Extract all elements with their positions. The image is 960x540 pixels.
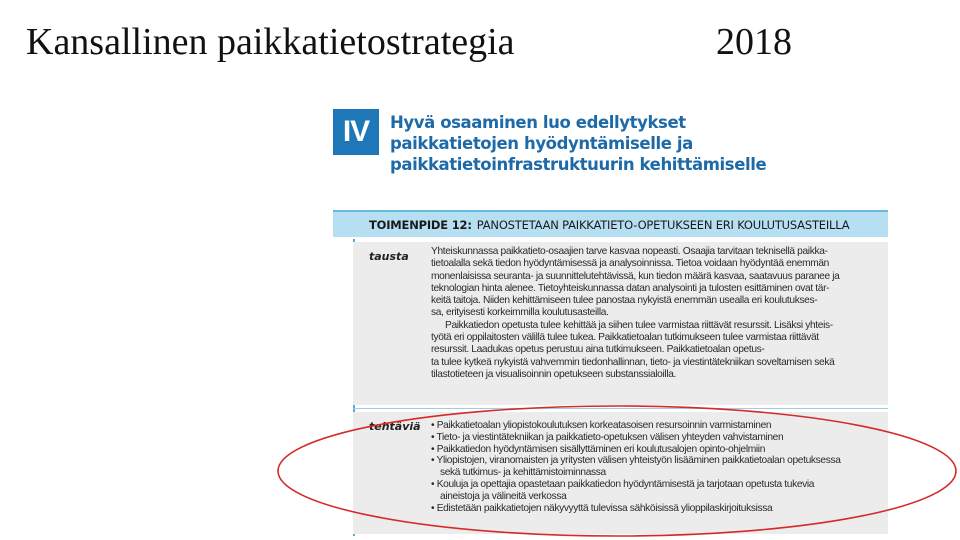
measure-number: TOIMENPIDE 12: bbox=[369, 217, 472, 232]
tausta-text bbox=[431, 246, 883, 381]
tausta-line: Paikkatiedon opetusta tulee kehittää ja siihen tulee varmistaa riittävät resurssit. Lisäksi yhteis- bbox=[445, 319, 833, 331]
tausta-line: sa, erityisesti korkeimmilla koulutusasteilla. bbox=[431, 307, 609, 319]
tausta-panel bbox=[353, 242, 888, 405]
tausta-line: monenlaisissa seuranta- ja suunnittelutehtävissä, kun tiedon määrä kasvaa, saatavuus paranee ja bbox=[431, 270, 840, 282]
section-heading bbox=[390, 112, 890, 175]
tausta-line: tietoalalla sekä tiedon hyödyntämisessä ja analysoinnissa. Tietoa voidaan hyödyntää enemmän bbox=[431, 258, 829, 270]
section-heading-line: paikkatietoinfrastruktuurin kehittämiselle bbox=[390, 155, 767, 174]
tausta-label: tausta bbox=[369, 250, 409, 263]
section-badge: IV bbox=[333, 109, 379, 155]
task-item-continuation: sekä tutkimus- ja kehittämistoiminnassa bbox=[440, 467, 606, 479]
tausta-line: työtä eri oppilaitosten välillä tulee tukea. Paikkatietoalan tutkimukseen tulee varmistaa riittävät bbox=[431, 332, 819, 344]
slide-title: Kansallinen paikkatietostrategia bbox=[26, 21, 515, 63]
tausta-line: Yhteiskunnassa paikkatieto-osaajien tarve kasvaa nopeasti. Osaajia tarvitaan teknisellä paikka- bbox=[431, 246, 828, 257]
tausta-line: tilastotieteen ja visualisoinnin opetukseen substanssialoilla. bbox=[431, 368, 677, 380]
slide-year: 2018 bbox=[716, 21, 792, 63]
task-item: • Edistetään paikkatietojen näkyvyyttä tulevissa sähköisissä ylioppilaskirjoituksissa bbox=[431, 502, 773, 514]
tausta-line: resurssit. Laadukas opetus perustuu aina tutkimukseen. Paikkatietoalan opetus- bbox=[431, 344, 765, 356]
tausta-line: teknologian hinta alenee. Tietoyhteiskunnassa datan analysointi ja tulosten esittäminen ovat tär- bbox=[431, 282, 830, 294]
tehtavia-panel bbox=[353, 412, 888, 534]
task-item: • Yliopistojen, viranomaisten ja yritysten välisen yhteistyön lisääminen paikkatietoalan opetuksessa bbox=[431, 455, 841, 467]
panel-separator bbox=[353, 408, 888, 409]
tausta-line: keitä taitoja. Niiden kehittämiseen tulee panostaa nykyistä enemmän usealla eri koulutukses- bbox=[431, 295, 818, 307]
task-item: • Paikkatiedon hyödyntämisen sisällyttäminen eri koulutusalojen opinto-ohjelmiin bbox=[431, 443, 766, 455]
section-heading-line: paikkatietojen hyödyntämiselle ja bbox=[390, 134, 693, 153]
measure-bar bbox=[333, 210, 888, 237]
tehtavia-label: tehtäviä bbox=[369, 420, 421, 433]
task-item-continuation: aineistoja ja välineitä verkossa bbox=[440, 490, 567, 502]
task-item: • Paikkatietoalan yliopistokoulutuksen korkeatasoisen resursoinnin varmistaminen bbox=[431, 420, 772, 431]
measure-title: PANOSTETAAN PAIKKATIETO-OPETUKSEEN ERI KOULUTUSASTEILLA bbox=[476, 217, 850, 232]
section-heading-line: Hyvä osaaminen luo edellytykset bbox=[390, 113, 686, 132]
task-item: • Kouluja ja opettajia opastetaan paikkatiedon hyödyntämisestä ja tarjotaan opetusta tukevia bbox=[431, 478, 815, 490]
tausta-line: ta tulee kytkeä nykyistä vahvemmin tiedonhallinnan, tieto- ja viestintätekniikan soveltamisen sekä bbox=[431, 356, 835, 368]
tehtavia-list bbox=[431, 420, 883, 514]
task-item: • Tieto- ja viestintätekniikan ja paikkatieto-opetuksen välisen yhteyden vahvistaminen bbox=[431, 431, 784, 443]
